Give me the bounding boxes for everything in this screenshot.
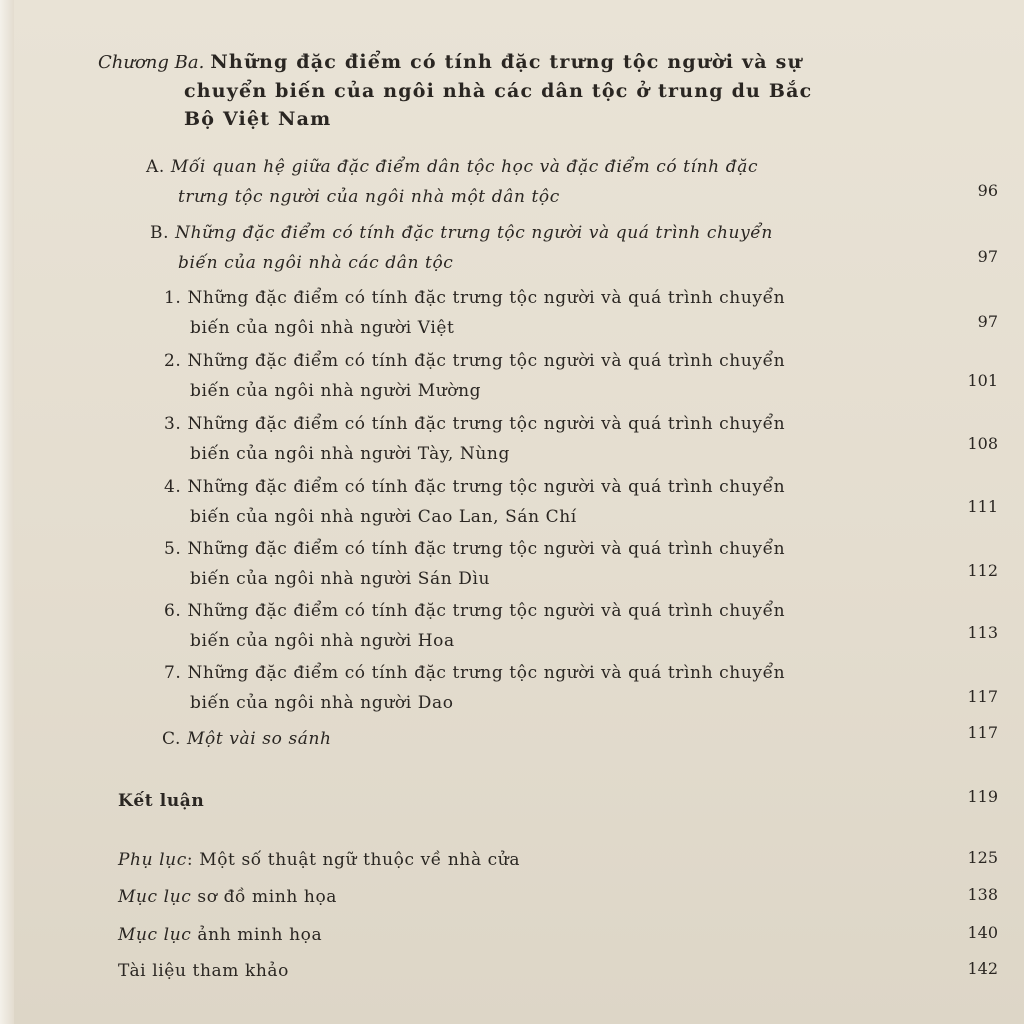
conclusion-title: Kết luận — [118, 791, 205, 811]
item-title-line-1: Những đặc điểm có tính đặc trưng tộc người và quá trình chuyển — [187, 601, 786, 621]
section-letter: B. — [150, 223, 170, 243]
item-title-line-2: biến của ngôi nhà người Mường — [190, 381, 482, 401]
item-title-line-1: Những đặc điểm có tính đặc trưng tộc người và quá trình chuyển — [187, 288, 786, 308]
item-number: 1. — [164, 288, 182, 308]
item-title-line-2: biến của ngôi nhà người Việt — [190, 318, 455, 338]
section-title-line-2: biến của ngôi nhà các dân tộc — [178, 253, 454, 273]
item-title-line-1: Những đặc điểm có tính đặc trưng tộc người và quá trình chuyển — [187, 663, 786, 683]
item-title-line-1: Những đặc điểm có tính đặc trưng tộc người và quá trình chuyển — [187, 477, 786, 497]
section-title-line-1: Mối quan hệ giữa đặc điểm dân tộc học và đặc điểm có tính đặc — [170, 157, 759, 177]
item-number: 7. — [164, 663, 182, 683]
page-edge — [0, 0, 14, 1024]
item-number: 2. — [164, 351, 182, 371]
page-number: 96 — [977, 181, 998, 200]
chapter-title-line-3: Bộ Việt Nam — [184, 108, 332, 130]
page-number: 101 — [967, 371, 998, 390]
page-number: 119 — [967, 787, 998, 806]
section-title: Một vài so sánh — [187, 729, 332, 749]
item-number: 5. — [164, 539, 182, 559]
page-number: 111 — [967, 497, 998, 516]
appendix-separator: : — [186, 850, 194, 870]
item-title-line-2: biến của ngôi nhà người Dao — [190, 693, 454, 713]
item-title-line-2: biến của ngôi nhà người Hoa — [190, 631, 455, 651]
section-title-line-1: Những đặc điểm có tính đặc trưng tộc người và quá trình chuyển — [175, 223, 773, 243]
index-title: ảnh minh họa — [197, 925, 323, 945]
chapter-label: Chương Ba. — [98, 52, 205, 73]
page-number: 113 — [967, 623, 998, 642]
page-number: 140 — [967, 923, 998, 942]
page-number: 142 — [967, 959, 998, 978]
item-title-line-1: Những đặc điểm có tính đặc trưng tộc người và quá trình chuyển — [187, 539, 786, 559]
section-title-line-2: trưng tộc người của ngôi nhà một dân tộc — [178, 187, 560, 207]
item-number: 4. — [164, 477, 182, 497]
item-number: 3. — [164, 414, 182, 434]
item-title-line-1: Những đặc điểm có tính đặc trưng tộc người và quá trình chuyển — [187, 414, 786, 434]
index-label: Mục lục — [118, 925, 192, 945]
references-title: Tài liệu tham khảo — [118, 961, 289, 981]
page-number: 97 — [977, 312, 998, 331]
item-title-line-2: biến của ngôi nhà người Tày, Nùng — [190, 444, 510, 464]
page-number: 112 — [967, 561, 998, 580]
section-letter: A. — [146, 157, 165, 177]
appendix-title: Một số thuật ngữ thuộc về nhà cửa — [199, 850, 521, 870]
item-title-line-1: Những đặc điểm có tính đặc trưng tộc người và quá trình chuyển — [187, 351, 786, 371]
chapter-title-line-1: Những đặc điểm có tính đặc trưng tộc người và sự — [210, 51, 803, 73]
page-number: 117 — [967, 723, 998, 742]
index-label: Mục lục — [118, 887, 192, 907]
page-number: 108 — [967, 434, 998, 453]
item-number: 6. — [164, 601, 182, 621]
page-number: 97 — [977, 247, 998, 266]
chapter-heading — [98, 48, 858, 133]
index-title: sơ đồ minh họa — [197, 887, 338, 907]
page-number: 125 — [967, 848, 998, 867]
page-number: 117 — [967, 687, 998, 706]
item-title-line-2: biến của ngôi nhà người Sán Dìu — [190, 569, 491, 589]
item-title-line-2: biến của ngôi nhà người Cao Lan, Sán Chí — [190, 507, 577, 527]
appendix-label: Phụ lục — [118, 850, 187, 870]
chapter-title-line-2: chuyển biến của ngôi nhà các dân tộc ở trung du Bắc — [184, 80, 813, 102]
section-letter: C. — [162, 729, 182, 749]
page-number: 138 — [967, 885, 998, 904]
